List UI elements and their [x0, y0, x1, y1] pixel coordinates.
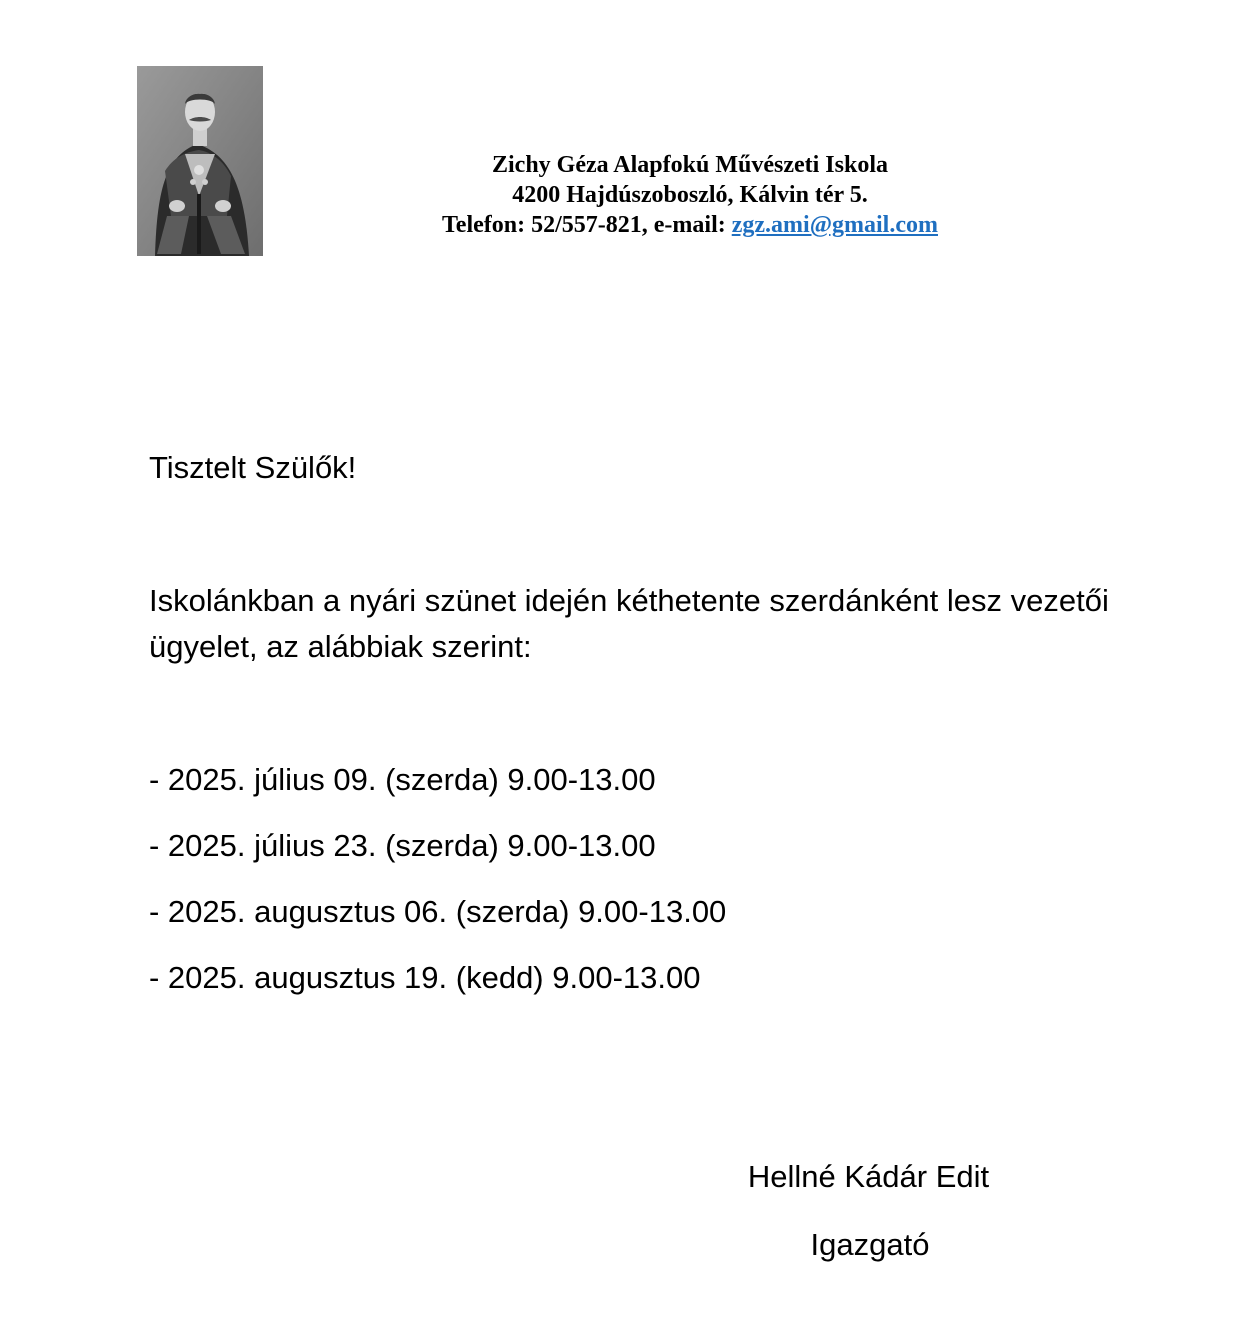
schedule-item: - 2025. augusztus 06. (szerda) 9.00-13.00: [149, 894, 727, 929]
phone-label: Telefon: 52/557-821, e-mail:: [442, 212, 732, 238]
intro-paragraph: Iskolánkban a nyári szünet idején kéthetente szerdánként lesz vezetői ügyelet, az alábbiak szerint:: [149, 583, 1109, 664]
email-link[interactable]: zgz.ami@gmail.com: [731, 212, 938, 238]
schedule-item: - 2025. augusztus 19. (kedd) 9.00-13.00: [149, 960, 701, 995]
school-name: Zichy Géza Alapfokú Művészeti Iskola: [491, 152, 888, 178]
schedule-item: - 2025. július 23. (szerda) 9.00-13.00: [149, 828, 656, 863]
contact-line: [380, 210, 1000, 240]
signature-block: [700, 1155, 1040, 1267]
letterhead: [380, 150, 1000, 240]
duty-schedule-list: [149, 758, 726, 1022]
signatory-name: Hellné Kádár Edit: [747, 1159, 990, 1194]
portrait-photo: [137, 66, 263, 256]
greeting: Tisztelt Szülők!: [149, 450, 357, 485]
school-address: 4200 Hajdúszoboszló, Kálvin tér 5.: [512, 182, 868, 208]
schedule-item: - 2025. július 09. (szerda) 9.00-13.00: [149, 762, 656, 797]
signatory-role: Igazgató: [810, 1227, 930, 1262]
